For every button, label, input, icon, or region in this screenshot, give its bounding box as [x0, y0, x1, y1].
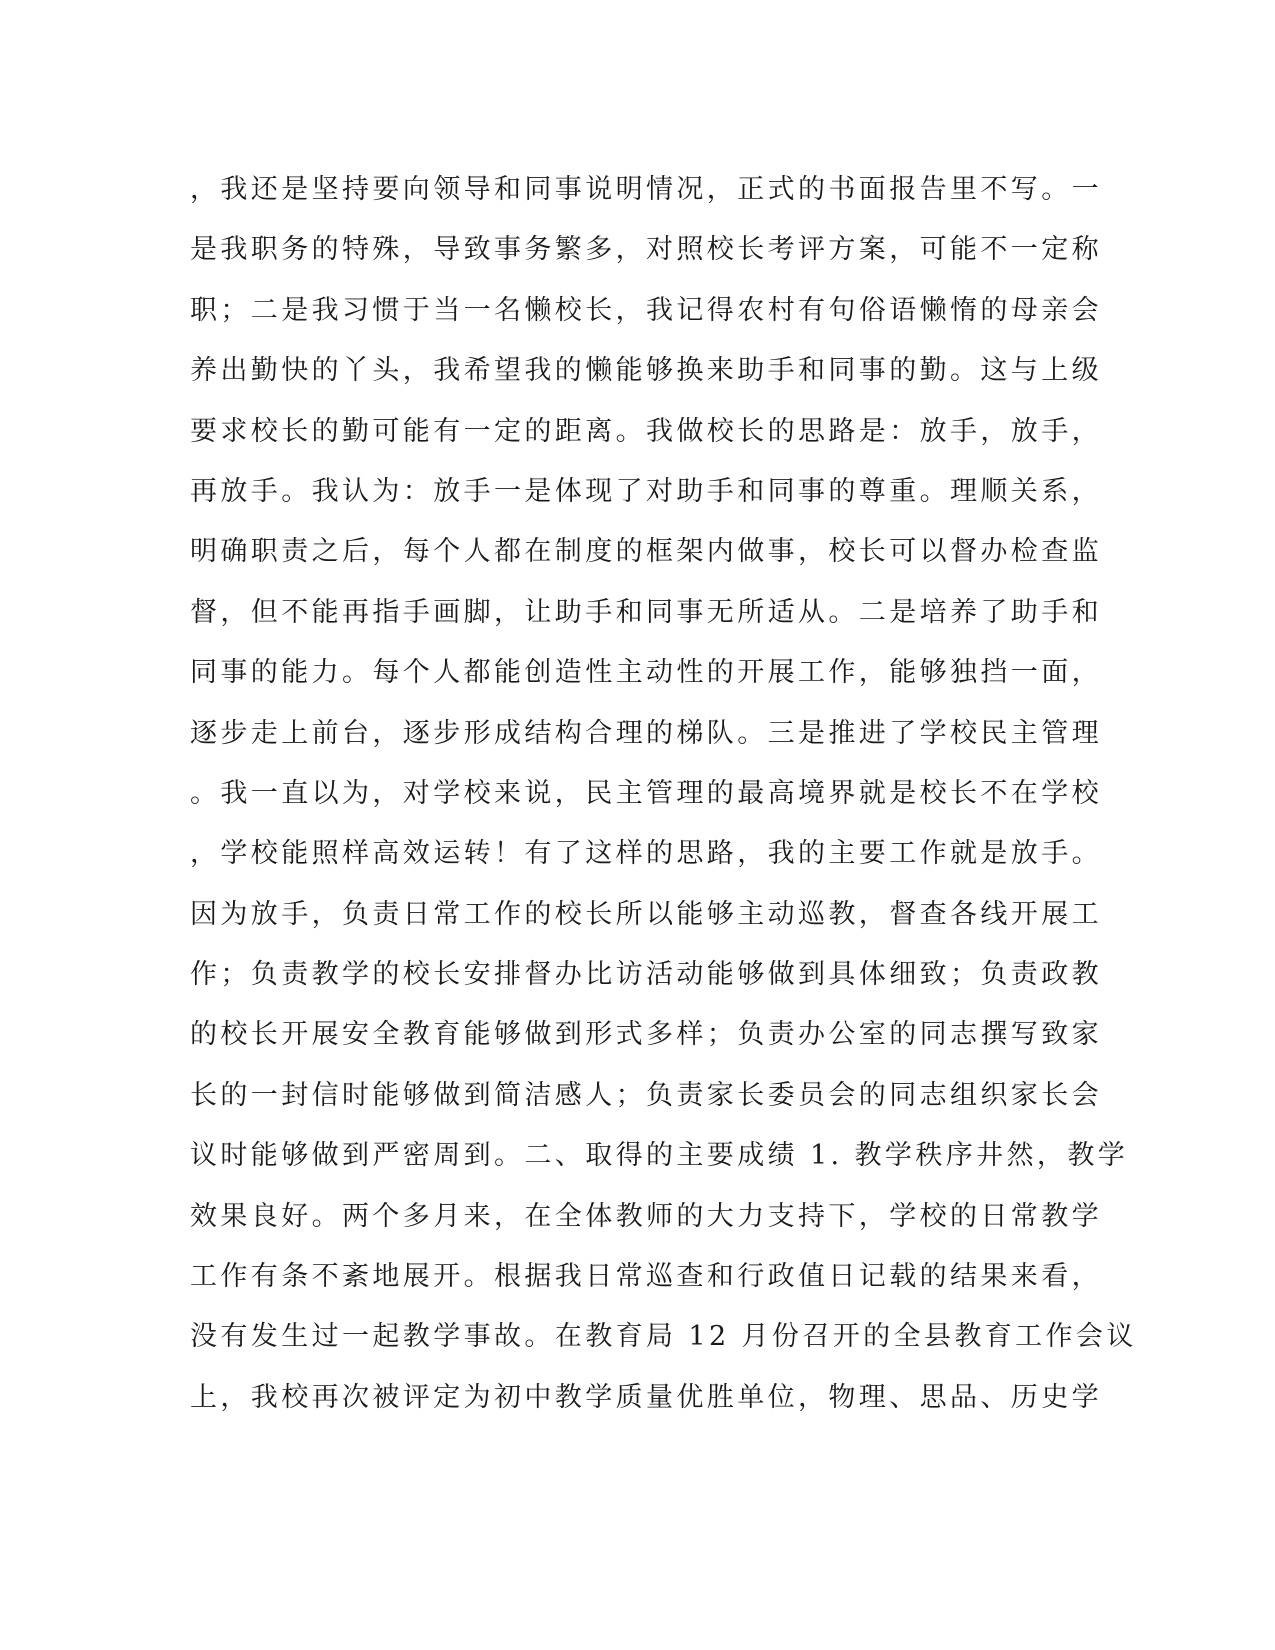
text-line: 明确职责之后，每个人都在制度的框架内做事，校长可以督办检查监 [190, 536, 1102, 568]
text-line: 作；负责教学的校长安排督办比访活动能够做到具体细致；负责政教 [190, 959, 1102, 991]
text-line: 议时能够做到严密周到。二、取得的主要成绩 1. 教学秩序井然，教学 [190, 1140, 1129, 1172]
text-line: 因为放手，负责日常工作的校长所以能够主动巡教，督查各线开展工 [190, 898, 1102, 930]
text-line: 效果良好。两个多月来，在全体教师的大力支持下，学校的日常教学 [190, 1200, 1102, 1232]
body-text [190, 160, 1137, 1428]
text-line: ，我还是坚持要向领导和同事说明情况，正式的书面报告里不写。一 [190, 174, 1102, 205]
text-line: 。我一直以为，对学校来说，民主管理的最高境界就是校长不在学校 [190, 777, 1102, 809]
text-line: 没有发生过一起教学事故。在教育局 12 月份召开的全县教育工作会议 [190, 1321, 1137, 1353]
text-line: 工作有条不紊地展开。根据我日常巡查和行政值日记载的结果来看， [190, 1261, 1102, 1293]
text-line: 要求校长的勤可能有一定的距离。我做校长的思路是：放手，放手， [190, 415, 1102, 447]
text-line: 的校长开展安全教育能够做到形式多样；负责办公室的同志撰写致家 [190, 1019, 1102, 1051]
text-line: 养出勤快的丫头，我希望我的懒能够换来助手和同事的勤。这与上级 [190, 355, 1102, 387]
text-line: 督，但不能再指手画脚，让助手和同事无所适从。二是培养了助手和 [190, 596, 1102, 628]
text-line: 同事的能力。每个人都能创造性主动性的开展工作，能够独挡一面， [190, 657, 1102, 689]
text-line: 逐步走上前台，逐步形成结构合理的梯队。三是推进了学校民主管理 [190, 717, 1102, 749]
text-line: ，学校能照样高效运转！有了这样的思路，我的主要工作就是放手。 [190, 838, 1102, 870]
text-line: 是我职务的特殊，导致事务繁多，对照校长考评方案，可能不一定称 [190, 234, 1102, 266]
text-line: 上，我校再次被评定为初中教学质量优胜单位，物理、思品、历史学 [190, 1381, 1102, 1413]
text-line: 长的一封信时能够做到简洁感人；负责家长委员会的同志组织家长会 [190, 1079, 1102, 1111]
text-line: 再放手。我认为：放手一是体现了对助手和同事的尊重。理顺关系， [190, 475, 1102, 507]
text-line: 职；二是我习惯于当一名懒校长，我记得农村有句俗语懒惰的母亲会 [190, 294, 1102, 326]
